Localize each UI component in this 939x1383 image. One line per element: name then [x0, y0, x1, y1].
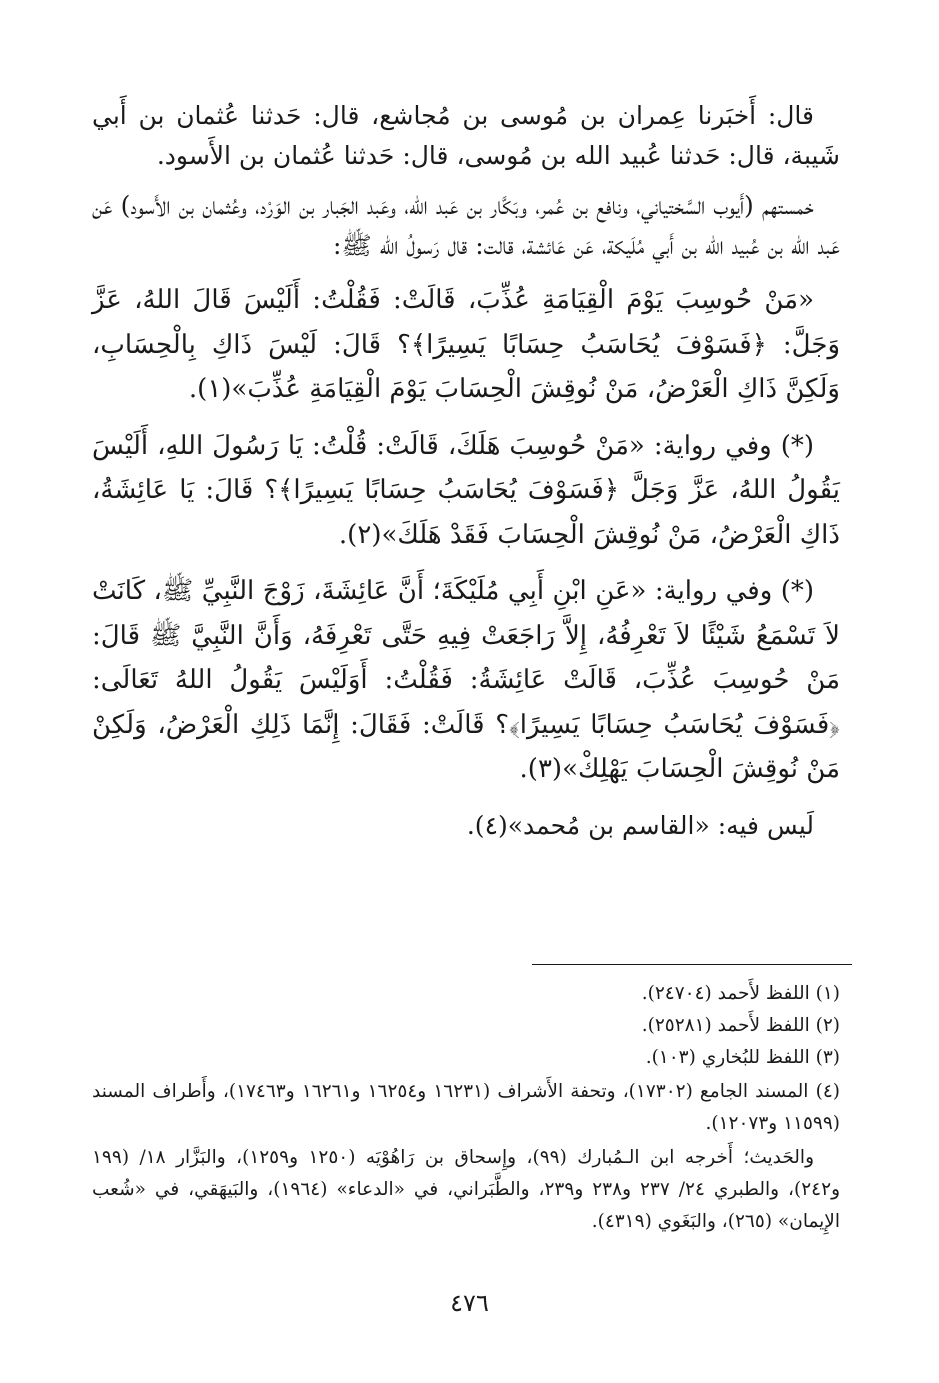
page-number: ٤٧٦ — [450, 1289, 489, 1317]
main-text — [92, 96, 840, 846]
riwaya-paragraph-2: (*) وفي رواية: «عَنِ ابْنِ أَبِي مُلَيْكَةَ؛ أَنَّ عَائِشَةَ، زَوْجَ النَّبِيِّ ﷺ، كَانَتْ لاَ تَسْمَعُ شَيْئًا لاَ تَعْرِفُهُ، إِلاَّ رَاجَعَتْ فِيهِ حَتَّى تَعْرِفَهُ، وَأَنَّ النَّبِيَّ ﷺ قَالَ: مَنْ حُوسِبَ عُذِّبَ، قَالَتْ عَائِشَةُ: فَقُلْتُ: أَوَلَيْسَ يَقُولُ اللهُ تَعَالَى: ﴿فَسَوْفَ يُحَاسَبُ حِسَابًا يَسِيرًا﴾؟ قَالَتْ: فَقَالَ: إِنَّمَا ذَلِكِ الْعَرْضُ، وَلَكِنْ مَنْ نُوقِشَ الْحِسَابَ يَهْلِكْ»(٣). — [92, 576, 840, 784]
isnad-paragraph-2: خمستهم (أَيوب السَّختياني، ونافع بن عُمر، وبَكَّار بن عَبد الله، وعَبد الجَبار بن الوَرْد، وعُثمان بن الأَسود) عَن عَبد الله بن عُبيد الله بن أَبي مُلَيكة، عَن عَائشة، قالت: قال رَسولُ الله ﷺ: — [92, 191, 840, 260]
note-paragraph: لَيس فيه: «القاسم بن مُحمد»(٤). — [466, 810, 814, 840]
isnad-paragraph-1: قال: أَخبَرنا عِمران بن مُوسى بن مُجاشع، قال: حَدثنا عُثمان بن أَبي شَيبة، قال: حَدثنا عُبيد الله بن مُوسى، قال: حَدثنا عُثمان بن الأَسود. — [92, 101, 840, 170]
footnote-4: (٤) المسند الجامع (١٧٣٠٢)، وتحفة الأَشراف (١٦٢٣١ و١٦٢٥٤ و١٦٢٦١ و١٧٤٦٣)، وأَطراف المسند (١١٥٩٩ و١٢٠٧٣). — [92, 1081, 840, 1134]
riwaya-paragraph-1: (*) وفي رواية: «مَنْ حُوسِبَ هَلَكَ، قَالَتْ: قُلْتُ: يَا رَسُولَ اللهِ، أَلَيْسَ يَقُولُ اللهُ، عَزَّ وَجَلَّ ﴿فَسَوْفَ يُحَاسَبُ حِسَابًا يَسِيرًا﴾؟ قَالَ: يَا عَائِشَةُ، ذَاكِ الْعَرْضُ، مَنْ نُوقِشَ الْحِسَابَ فَقَدْ هَلَكَ»(٢). — [92, 430, 840, 550]
hadith-text: «مَنْ حُوسِبَ يَوْمَ الْقِيَامَةِ عُذِّبَ، قَالَتْ: فَقُلْتُ: أَلَيْسَ قَالَ اللهُ، عَزَّ وَجَلَّ: ﴿فَسَوْفَ يُحَاسَبُ حِسَابًا يَسِيرًا﴾؟ قَالَ: لَيْسَ ذَاكِ بِالْحِسَابِ، وَلَكِنَّ ذَاكِ الْعَرْضُ، مَنْ نُوقِشَ الْحِسَابَ يَوْمَ الْقِيَامَةِ عُذِّبَ»(١). — [92, 285, 840, 404]
footnote-divider — [532, 964, 852, 965]
footnote-3: (٣) اللفظ للبُخاري (١٠٣). — [645, 1047, 840, 1068]
footnotes — [92, 978, 840, 1238]
footnote-2: (٢) اللفظ لأَحمد (٢٥٢٨١). — [641, 1015, 840, 1036]
footnote-4-continuation: والحَديث؛ أَخرجه ابن الـمُبارك (٩٩)، وإِسحاق بن رَاهُوْيَه (١٢٥٠ و١٢٥٩)، والبَزَّار ١٨/ (١٩٩ و٢٤٢)، والطبري ٢٤/ ٢٣٧ و٢٣٨ و٢٣٩، والطَّبَراني، في «الدعاء» (١٩٦٤)، والبَيهَقي، في «شُعب الإِيمان» (٢٦٥)، والبَغَوي (٤٣١٩). — [92, 1147, 840, 1232]
footnote-1: (١) اللفظ لأَحمد (٢٤٧٠٤). — [641, 983, 840, 1004]
